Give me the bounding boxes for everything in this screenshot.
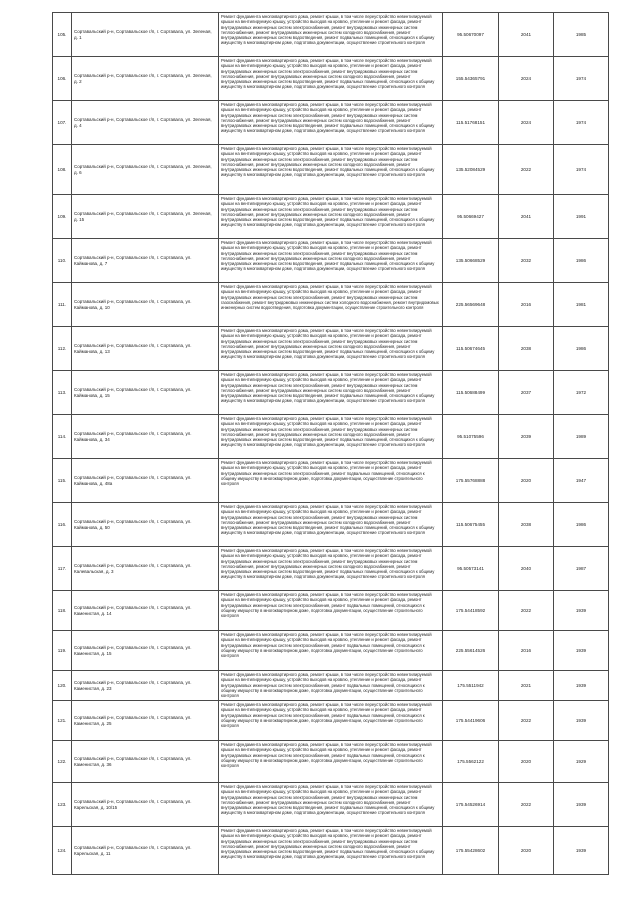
cost-value: 115.51768151: [443, 101, 499, 145]
row-number: 121.: [53, 701, 72, 741]
works-description: Ремонт фундамента многоквартирного дома, ремонт крыши, в том числе переустройство невентилируемой крыши на вентилируемую крышу, устройство выходов на кровлю, утепление и ремонт фасада, ремонт внутридомовых инженерных систем электроснабжения, ремонт внутридомовых инженерных систем теплоснабжения, ремонт внутридомовых инженерных систем холодного водоснабжения, ремонт внутридомовых инженерных систем водоотведения, ремонт подвальных помещений, относящихся к общему имуществу в многоквартирном доме, подготовка документации, осуществление строительного контроля: [219, 145, 443, 195]
works-description: Ремонт фундамента многоквартирного дома, ремонт крыши, в том числе переустройство невентилируемой крыши на вентилируемую крышу, устройство выходов на кровлю, утепление и ремонт фасада, ремонт внутридомовых инженерных систем электроснабжения, ремонт внутридомовых инженерных систем теплоснабжения, ремонт внутридомовых инженерных систем холодного водоснабжения, ремонт внутридомовых инженерных систем водоотведения, ремонт подвальных помещений, относящихся к общему имуществу в многоквартирном доме, подготовка документации, осуществление строительного контроля: [219, 547, 443, 591]
works-description: Ремонт фундамента многоквартирного дома, ремонт крыши, в том числе переустройство невентилируемой крыши на вентилируемую крышу, устройство выходов на кровлю, утепление и ремонт фасада, ремонт внутридомовых инженерных систем электроснабжения, ремонт внутридомовых инженерных систем теплоснабжения, ремонт внутридомовых инженерных систем холодного водоснабжения, ремонт внутридомовых инженерных систем водоотведения, ремонт подвальных помещений, относящихся к общему имуществу в многоквартирном доме, подготовка документации, осуществление строительного контроля: [219, 13, 443, 57]
works-description: Ремонт фундамента многоквартирного дома, ремонт крыши, в том числе переустройство невентилируемой крыши на вентилируемую крышу, устройство выходов на кровлю, утепление и ремонт фасада, ремонт внутридомовых инженерных систем электроснабжения, ремонт внутридомовых инженерных систем теплоснабжения, ремонт внутридомовых инженерных систем холодного водоснабжения, ремонт внутридомовых инженерных систем водоотведения, ремонт подвальных помещений, относящихся к общему имуществу в многоквартирном доме, подготовка документации, осуществление строительного контроля: [219, 503, 443, 547]
table-row: [53, 57, 609, 101]
works-description: Ремонт фундамента многоквартирного дома, ремонт крыши, в том числе переустройство невентилируемой крыши на вентилируемую крышу, устройство выходов на кровлю, утепление и ремонт фасада, ремонт внутридомовых инженерных систем электроснабжения, ремонт внутридомовых инженерных систем теплоснабжения, ремонт внутридомовых инженерных систем холодного водоснабжения, ремонт внутридомовых инженерных систем водоотведения, ремонт подвальных помещений, относящихся к общему имуществу в многоквартирном доме, подготовка документации, осуществление строительного контроля: [219, 783, 443, 827]
works-description: Ремонт фундамента многоквартирного дома, ремонт крыши, в том числе переустройство невентилируемой крыши на вентилируемую крышу, устройство выходов на кровлю, утепление и ремонт фасада, ремонт внутридомовых инженерных систем электроснабжения, ремонт внутридомовых инженерных систем газоснабжения, ремонт внутридомовых инженерных систем холодного водоснабжения, ремонт внутридомовых инженерных систем водоотведения, подготовка документации, осуществление строительного контроля: [219, 283, 443, 327]
row-number: 108.: [53, 145, 72, 195]
table-row: [53, 671, 609, 701]
house-address: Сортавальский р-н, Сортавальское г/п, г. Сортавала, ул. Каменистая, д. 36: [72, 741, 219, 783]
row-number: 110.: [53, 239, 72, 283]
planned-year: 2040: [499, 547, 554, 591]
planned-year: 2021: [499, 671, 554, 701]
row-number: 117.: [53, 547, 72, 591]
house-address: Сортавальский р-н, Сортавальское г/п, г. Сортавала, ул. Карельская, д. 11: [72, 827, 219, 875]
house-address: Сортавальский р-н, Сортавальское г/п, г. Сортавала, ул. Каменистая, д. 25: [72, 701, 219, 741]
build-year: 1974: [554, 145, 609, 195]
house-address: Сортавальский р-н, Сортавальское г/п, г. Сортавала, ул. Зеленая, д. 15: [72, 195, 219, 239]
table-row: [53, 591, 609, 631]
cost-value: 95.50573141: [443, 547, 499, 591]
build-year: 1939: [554, 783, 609, 827]
works-description: Ремонт фундамента многоквартирного дома, ремонт крыши, в том числе переустройство невентилируемой крыши на вентилируемую крышу, устройство выходов на кровлю, утепление и ремонт фасада, ремонт внутридомовых инженерных систем электроснабжения, ремонт внутридомовых инженерных систем теплоснабжения, ремонт внутридомовых инженерных систем холодного водоснабжения, ремонт внутридомовых инженерных систем водоотведения, ремонт подвальных помещений, относящихся к общему имуществу в многоквартирном доме, подготовка документации, осуществление строительного контроля: [219, 195, 443, 239]
planned-year: 2016: [499, 631, 554, 671]
cost-value: 175.54526914: [443, 783, 499, 827]
house-address: Сортавальский р-н, Сортавальское г/п, г. Сортавала, ул. Кайманова, д. 34: [72, 415, 219, 459]
build-year: 1939: [554, 591, 609, 631]
row-number: 105.: [53, 13, 72, 57]
house-address: Сортавальский р-н, Сортавальское г/п, г. Сортавала, ул. Кайманова, д. 15: [72, 371, 219, 415]
planned-year: 2022: [499, 783, 554, 827]
planned-year: 2022: [499, 145, 554, 195]
row-number: 115.: [53, 459, 72, 503]
house-address: Сортавальский р-н, Сортавальское г/п, г. Сортавала, ул. Кайманова, д. 48а: [72, 459, 219, 503]
table-row: [53, 13, 609, 57]
row-number: 120.: [53, 671, 72, 701]
build-year: 1986: [554, 239, 609, 283]
works-description: Ремонт фундамента многоквартирного дома, ремонт крыши, в том числе переустройство невентилируемой крыши на вентилируемую крышу, устройство выходов на кровлю, утепление и ремонт фасада, ремонт внутридомовых инженерных систем электроснабжения, ремонт подвальных помещений, относящихся к общему имуществу в многоквартирном доме, подготовка документации, осуществление строительного контроля: [219, 631, 443, 671]
cost-value: 135.52084529: [443, 145, 499, 195]
works-description: Ремонт фундамента многоквартирного дома, ремонт крыши, в том числе переустройство невентилируемой крыши на вентилируемую крышу, устройство выходов на кровлю, утепление и ремонт фасада, ремонт внутридомовых инженерных систем электроснабжения, ремонт подвальных помещений, относящихся к общему имуществу в многоквартирном доме, подготовка документации, осуществление строительного контроля: [219, 671, 443, 701]
table-row: [53, 195, 609, 239]
cost-value: 115.50688499: [443, 371, 499, 415]
build-year: 1972: [554, 371, 609, 415]
cost-value: 155.54365791: [443, 57, 499, 101]
table-row: [53, 783, 609, 827]
house-address: Сортавальский р-н, Сортавальское г/п, г. Сортавала, ул. Калевальская, д. 3: [72, 547, 219, 591]
row-number: 119.: [53, 631, 72, 671]
table-row: [53, 827, 609, 875]
house-address: Сортавальский р-н, Сортавальское г/п, г. Сортавала, ул. Каменистая, д. 14: [72, 591, 219, 631]
planned-year: 2024: [499, 101, 554, 145]
house-address: Сортавальский р-н, Сортавальское г/п, г. Сортавала, ул. Кайманова, д. 7: [72, 239, 219, 283]
cost-value: 225.55614526: [443, 631, 499, 671]
build-year: 1986: [554, 503, 609, 547]
planned-year: 2020: [499, 741, 554, 783]
build-year: 1981: [554, 283, 609, 327]
build-year: 1929: [554, 741, 609, 783]
row-number: 118.: [53, 591, 72, 631]
table-row: [53, 371, 609, 415]
works-description: Ремонт фундамента многоквартирного дома, ремонт крыши, в том числе переустройство невентилируемой крыши на вентилируемую крышу, устройство выходов на кровлю, утепление и ремонт фасада, ремонт внутридомовых инженерных систем электроснабжения, ремонт подвальных помещений, относящихся к общему имуществу в многоквартирном доме, подготовка документации, осуществление строительного контроля: [219, 741, 443, 783]
house-address: Сортавальский р-н, Сортавальское г/п, г. Сортавала, ул. Каменистая, д. 23: [72, 671, 219, 701]
planned-year: 2024: [499, 57, 554, 101]
cost-value: 95.50669427: [443, 195, 499, 239]
table-row: [53, 327, 609, 371]
capital-repair-table: [52, 12, 609, 875]
build-year: 1939: [554, 671, 609, 701]
build-year: 1939: [554, 701, 609, 741]
row-number: 122.: [53, 741, 72, 783]
planned-year: 2041: [499, 195, 554, 239]
row-number: 123.: [53, 783, 72, 827]
build-year: 1947: [554, 459, 609, 503]
cost-value: 225.56569648: [443, 283, 499, 327]
cost-value: 175.54418592: [443, 591, 499, 631]
table-row: [53, 283, 609, 327]
build-year: 1939: [554, 827, 609, 875]
build-year: 1986: [554, 327, 609, 371]
cost-value: 175.5562122: [443, 741, 499, 783]
table-row: [53, 101, 609, 145]
planned-year: 2039: [499, 415, 554, 459]
house-address: Сортавальский р-н, Сортавальское г/п, г. Сортавала, ул. Зеленая, д. 6: [72, 145, 219, 195]
works-description: Ремонт фундамента многоквартирного дома, ремонт крыши, в том числе переустройство невентилируемой крыши на вентилируемую крышу, устройство выходов на кровлю, утепление и ремонт фасада, ремонт внутридомовых инженерных систем электроснабжения, ремонт подвальных помещений, относящихся к общему имуществу в многоквартирном доме, подготовка документации, осуществление строительного контроля: [219, 591, 443, 631]
planned-year: 2038: [499, 327, 554, 371]
works-description: Ремонт фундамента многоквартирного дома, ремонт крыши, в том числе переустройство невентилируемой крыши на вентилируемую крышу, устройство выходов на кровлю, утепление и ремонт фасада, ремонт внутридомовых инженерных систем электроснабжения, ремонт подвальных помещений, относящихся к общему имуществу в многоквартирном доме, подготовка документации, осуществление строительного контроля: [219, 701, 443, 741]
table-row: [53, 459, 609, 503]
house-address: Сортавальский р-н, Сортавальское г/п, г. Сортавала, ул. Каменистая, д. 15: [72, 631, 219, 671]
house-address: Сортавальский р-н, Сортавальское г/п, г. Сортавала, ул. Кайманова, д. 13: [72, 327, 219, 371]
cost-value: 95.50670097: [443, 13, 499, 57]
row-number: 113.: [53, 371, 72, 415]
house-address: Сортавальский р-н, Сортавальское г/п, г. Сортавала, ул. Зеленая, д. 2: [72, 57, 219, 101]
works-description: Ремонт фундамента многоквартирного дома, ремонт крыши, в том числе переустройство невентилируемой крыши на вентилируемую крышу, устройство выходов на кровлю, утепление и ремонт фасада, ремонт внутридомовых инженерных систем электроснабжения, ремонт внутридомовых инженерных систем теплоснабжения, ремонт внутридомовых инженерных систем холодного водоснабжения, ремонт внутридомовых инженерных систем водоотведения, ремонт подвальных помещений, относящихся к общему имуществу в многоквартирном доме, подготовка документации, осуществление строительного контроля: [219, 415, 443, 459]
house-address: Сортавальский р-н, Сортавальское г/п, г. Сортавала, ул. Зеленая, д. 1: [72, 13, 219, 57]
table-row: [53, 701, 609, 741]
build-year: 1985: [554, 13, 609, 57]
build-year: 1991: [554, 195, 609, 239]
row-number: 112.: [53, 327, 72, 371]
planned-year: 2037: [499, 371, 554, 415]
works-description: Ремонт фундамента многоквартирного дома, ремонт крыши, в том числе переустройство невентилируемой крыши на вентилируемую крышу, устройство выходов на кровлю, утепление и ремонт фасада, ремонт внутридомовых инженерных систем электроснабжения, ремонт внутридомовых инженерных систем теплоснабжения, ремонт внутридомовых инженерных систем холодного водоснабжения, ремонт внутридомовых инженерных систем водоотведения, ремонт подвальных помещений, относящихся к общему имуществу в многоквартирном доме, подготовка документации, осуществление строительного контроля: [219, 827, 443, 875]
works-description: Ремонт фундамента многоквартирного дома, ремонт крыши, в том числе переустройство невентилируемой крыши на вентилируемую крышу, устройство выходов на кровлю, утепление и ремонт фасада, ремонт внутридомовых инженерных систем электроснабжения, ремонт внутридомовых инженерных систем теплоснабжения, ремонт внутридомовых инженерных систем холодного водоснабжения, ремонт внутридомовых инженерных систем водоотведения, ремонт подвальных помещений, относящихся к общему имуществу в многоквартирном доме, подготовка документации, осуществление строительного контроля: [219, 239, 443, 283]
row-number: 107.: [53, 101, 72, 145]
row-number: 114.: [53, 415, 72, 459]
table-row: [53, 145, 609, 195]
build-year: 1989: [554, 415, 609, 459]
planned-year: 2032: [499, 239, 554, 283]
house-address: Сортавальский р-н, Сортавальское г/п, г. Сортавала, ул. Кайманова, д. 10: [72, 283, 219, 327]
document-page: [52, 12, 608, 875]
cost-value: 115.50674645: [443, 327, 499, 371]
table-body: [53, 13, 609, 875]
build-year: 1939: [554, 631, 609, 671]
planned-year: 2020: [499, 459, 554, 503]
build-year: 1974: [554, 101, 609, 145]
row-number: 106.: [53, 57, 72, 101]
build-year: 1974: [554, 57, 609, 101]
planned-year: 2041: [499, 13, 554, 57]
planned-year: 2020: [499, 827, 554, 875]
works-description: Ремонт фундамента многоквартирного дома, ремонт крыши, в том числе переустройство невентилируемой крыши на вентилируемую крышу, устройство выходов на кровлю, утепление и ремонт фасада, ремонт внутридомовых инженерных систем электроснабжения, ремонт внутридомовых инженерных систем теплоснабжения, ремонт внутридомовых инженерных систем холодного водоснабжения, ремонт внутридомовых инженерных систем водоотведения, ремонт подвальных помещений, относящихся к общему имуществу в многоквартирном доме, подготовка документации, осуществление строительного контроля: [219, 57, 443, 101]
cost-value: 95.51075596: [443, 415, 499, 459]
table-row: [53, 631, 609, 671]
build-year: 1987: [554, 547, 609, 591]
cost-value: 175.54419606: [443, 701, 499, 741]
row-number: 109.: [53, 195, 72, 239]
planned-year: 2022: [499, 701, 554, 741]
cost-value: 175.55768888: [443, 459, 499, 503]
works-description: Ремонт фундамента многоквартирного дома, ремонт крыши, в том числе переустройство невентилируемой крыши на вентилируемую крышу, устройство выходов на кровлю, утепление и ремонт фасада, ремонт внутридомовых инженерных систем электроснабжения, ремонт внутридомовых инженерных систем теплоснабжения, ремонт внутридомовых инженерных систем холодного водоснабжения, ремонт внутридомовых инженерных систем водоотведения, ремонт подвальных помещений, относящихся к общему имуществу в многоквартирном доме, подготовка документации, осуществление строительного контроля: [219, 371, 443, 415]
works-description: Ремонт фундамента многоквартирного дома, ремонт крыши, в том числе переустройство невентилируемой крыши на вентилируемую крышу, устройство выходов на кровлю, утепление и ремонт фасада, ремонт внутридомовых инженерных систем электроснабжения, ремонт внутридомовых инженерных систем теплоснабжения, ремонт внутридомовых инженерных систем холодного водоснабжения, ремонт внутридомовых инженерных систем водоотведения, ремонт подвальных помещений, относящихся к общему имуществу в многоквартирном доме, подготовка документации, осуществление строительного контроля: [219, 327, 443, 371]
house-address: Сортавальский р-н, Сортавальское г/п, г. Сортавала, ул. Зеленая, д. 4: [72, 101, 219, 145]
row-number: 116.: [53, 503, 72, 547]
cost-value: 175.55428602: [443, 827, 499, 875]
table-row: [53, 415, 609, 459]
planned-year: 2016: [499, 283, 554, 327]
works-description: Ремонт фундамента многоквартирного дома, ремонт крыши, в том числе переустройство невентилируемой крыши на вентилируемую крышу, устройство выходов на кровлю, утепление и ремонт фасада, ремонт внутридомовых инженерных систем электроснабжения, ремонт подвальных помещений, относящихся к общему имуществу в многоквартирном доме, подготовка документации, осуществление строительного контроля: [219, 459, 443, 503]
table-row: [53, 547, 609, 591]
works-description: Ремонт фундамента многоквартирного дома, ремонт крыши, в том числе переустройство невентилируемой крыши на вентилируемую крышу, устройство выходов на кровлю, утепление и ремонт фасада, ремонт внутридомовых инженерных систем электроснабжения, ремонт внутридомовых инженерных систем теплоснабжения, ремонт внутридомовых инженерных систем холодного водоснабжения, ремонт внутридомовых инженерных систем водоотведения, ремонт подвальных помещений, относящихся к общему имуществу в многоквартирном доме, подготовка документации, осуществление строительного контроля: [219, 101, 443, 145]
row-number: 124.: [53, 827, 72, 875]
table-row: [53, 741, 609, 783]
planned-year: 2022: [499, 591, 554, 631]
house-address: Сортавальский р-н, Сортавальское г/п, г. Сортавала, ул. Кайманова, д. 50: [72, 503, 219, 547]
row-number: 111.: [53, 283, 72, 327]
table-row: [53, 239, 609, 283]
house-address: Сортавальский р-н, Сортавальское г/п, г. Сортавала, ул. Карельская, д. 10/15: [72, 783, 219, 827]
table-row: [53, 503, 609, 547]
planned-year: 2038: [499, 503, 554, 547]
cost-value: 135.50668529: [443, 239, 499, 283]
cost-value: 115.50675455: [443, 503, 499, 547]
cost-value: 175.5511942: [443, 671, 499, 701]
